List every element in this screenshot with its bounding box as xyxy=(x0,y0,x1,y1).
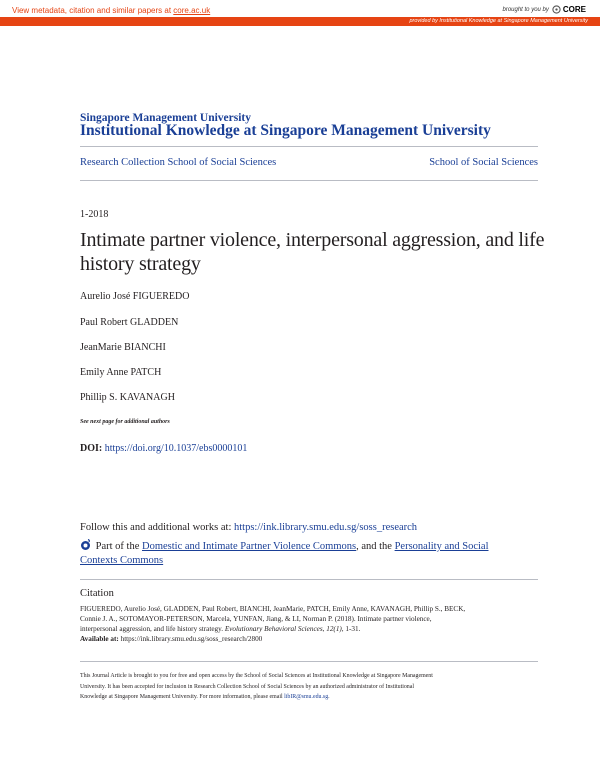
email-link[interactable]: libIR@smu.edu.sg xyxy=(284,694,329,700)
journal-note xyxy=(80,671,530,703)
personality-commons-link[interactable]: Personality and Social xyxy=(394,541,489,552)
author-name: JeanMarie BIANCHI xyxy=(80,342,166,353)
university-name[interactable]: Singapore Management University xyxy=(80,112,252,124)
available-url[interactable]: https://ink.library.smu.edu.sg/soss_research/2800 xyxy=(120,635,263,643)
citation-text xyxy=(80,604,530,644)
doi-link[interactable]: https://doi.org/10.1037/ebs0000101 xyxy=(104,443,248,454)
publication-date: 1-2018 xyxy=(80,209,109,220)
brought-by-text: brought to you by xyxy=(502,6,549,13)
core-metadata-notice xyxy=(12,6,210,15)
core-logo-text: CORE xyxy=(562,5,586,14)
note-line: Knowledge at Singapore Management University. For more information, please email libIR@smu.edu.sg. xyxy=(80,694,330,700)
citation-heading: Citation xyxy=(80,588,114,599)
follow-link[interactable]: https://ink.library.smu.edu.sg/soss_research xyxy=(234,522,418,533)
repository-name[interactable]: Institutional Knowledge at Singapore Management University xyxy=(80,122,491,139)
core-logo-icon xyxy=(552,5,561,14)
author-name: Phillip S. KAVANAGH xyxy=(80,392,175,403)
doi-label: DOI: xyxy=(80,443,103,454)
citation-line: FIGUEREDO, Aurelio José, GLADDEN, Paul Robert, BIANCHI, JeanMarie, PATCH, Emily Anne, KAVANAGH, Phillip S., BECK, xyxy=(80,605,466,613)
collection-link[interactable]: Research Collection School of Social Sciences xyxy=(80,157,277,168)
doi-line xyxy=(80,443,247,454)
core-branding xyxy=(503,5,587,14)
follow-line xyxy=(80,522,417,533)
core-logo[interactable] xyxy=(552,5,586,14)
header-divider-bottom xyxy=(80,180,538,181)
author-name: Paul Robert GLADDEN xyxy=(80,317,179,328)
core-notice-text: View metadata, citation and similar papers at xyxy=(12,6,172,15)
header-divider-top xyxy=(80,146,538,147)
paper-title: Intimate partner violence, interpersonal aggression, and life history strategy xyxy=(80,229,545,275)
citation-available xyxy=(80,634,530,644)
available-label: Available at: xyxy=(80,635,119,643)
note-line: University. It has been accepted for inclusion in Research Collection School of Social Sciences by an authorized administrator of Institutional xyxy=(80,683,414,690)
note-divider xyxy=(80,661,538,662)
part-of-text: Part of the xyxy=(95,541,140,552)
follow-text: Follow this and additional works at: xyxy=(80,522,232,533)
journal-name: Evolutionary Behavioral Sciences, 12(1), xyxy=(224,625,344,633)
note-line: This Journal Article is brought to you for free and open access by the School of Social Sciences at Institutional Knowledge at Singapore Management xyxy=(80,673,433,679)
part-of-line xyxy=(80,539,520,568)
domestic-violence-commons-link[interactable]: Domestic and Intimate Partner Violence Commons xyxy=(142,541,357,552)
part-of-connector: , and the xyxy=(356,541,392,552)
citation-line: Connie J. A., SOTOMAYOR-PETERSON, Marcela, YUNFAN, Jiang, & LI, Norman P. (2018). Intimate partner violence, xyxy=(80,615,432,623)
open-access-icon xyxy=(80,539,91,551)
author-name: Emily Anne PATCH xyxy=(80,367,162,378)
author-name: Aurelio José FIGUEREDO xyxy=(80,291,190,302)
core-link[interactable]: core.ac.uk xyxy=(173,6,211,15)
citation-divider xyxy=(80,579,538,580)
school-link[interactable]: School of Social Sciences xyxy=(429,157,538,168)
personality-commons-link-cont[interactable]: Contexts Commons xyxy=(80,555,164,566)
core-provided-by: provided by Institutional Knowledge at Singapore Management University xyxy=(409,18,588,24)
citation-line: interpersonal aggression, and life history strategy. Evolutionary Behavioral Sciences, 12(1), 1-31. xyxy=(80,625,361,633)
see-next-page-note: See next page for additional authors xyxy=(80,419,170,425)
